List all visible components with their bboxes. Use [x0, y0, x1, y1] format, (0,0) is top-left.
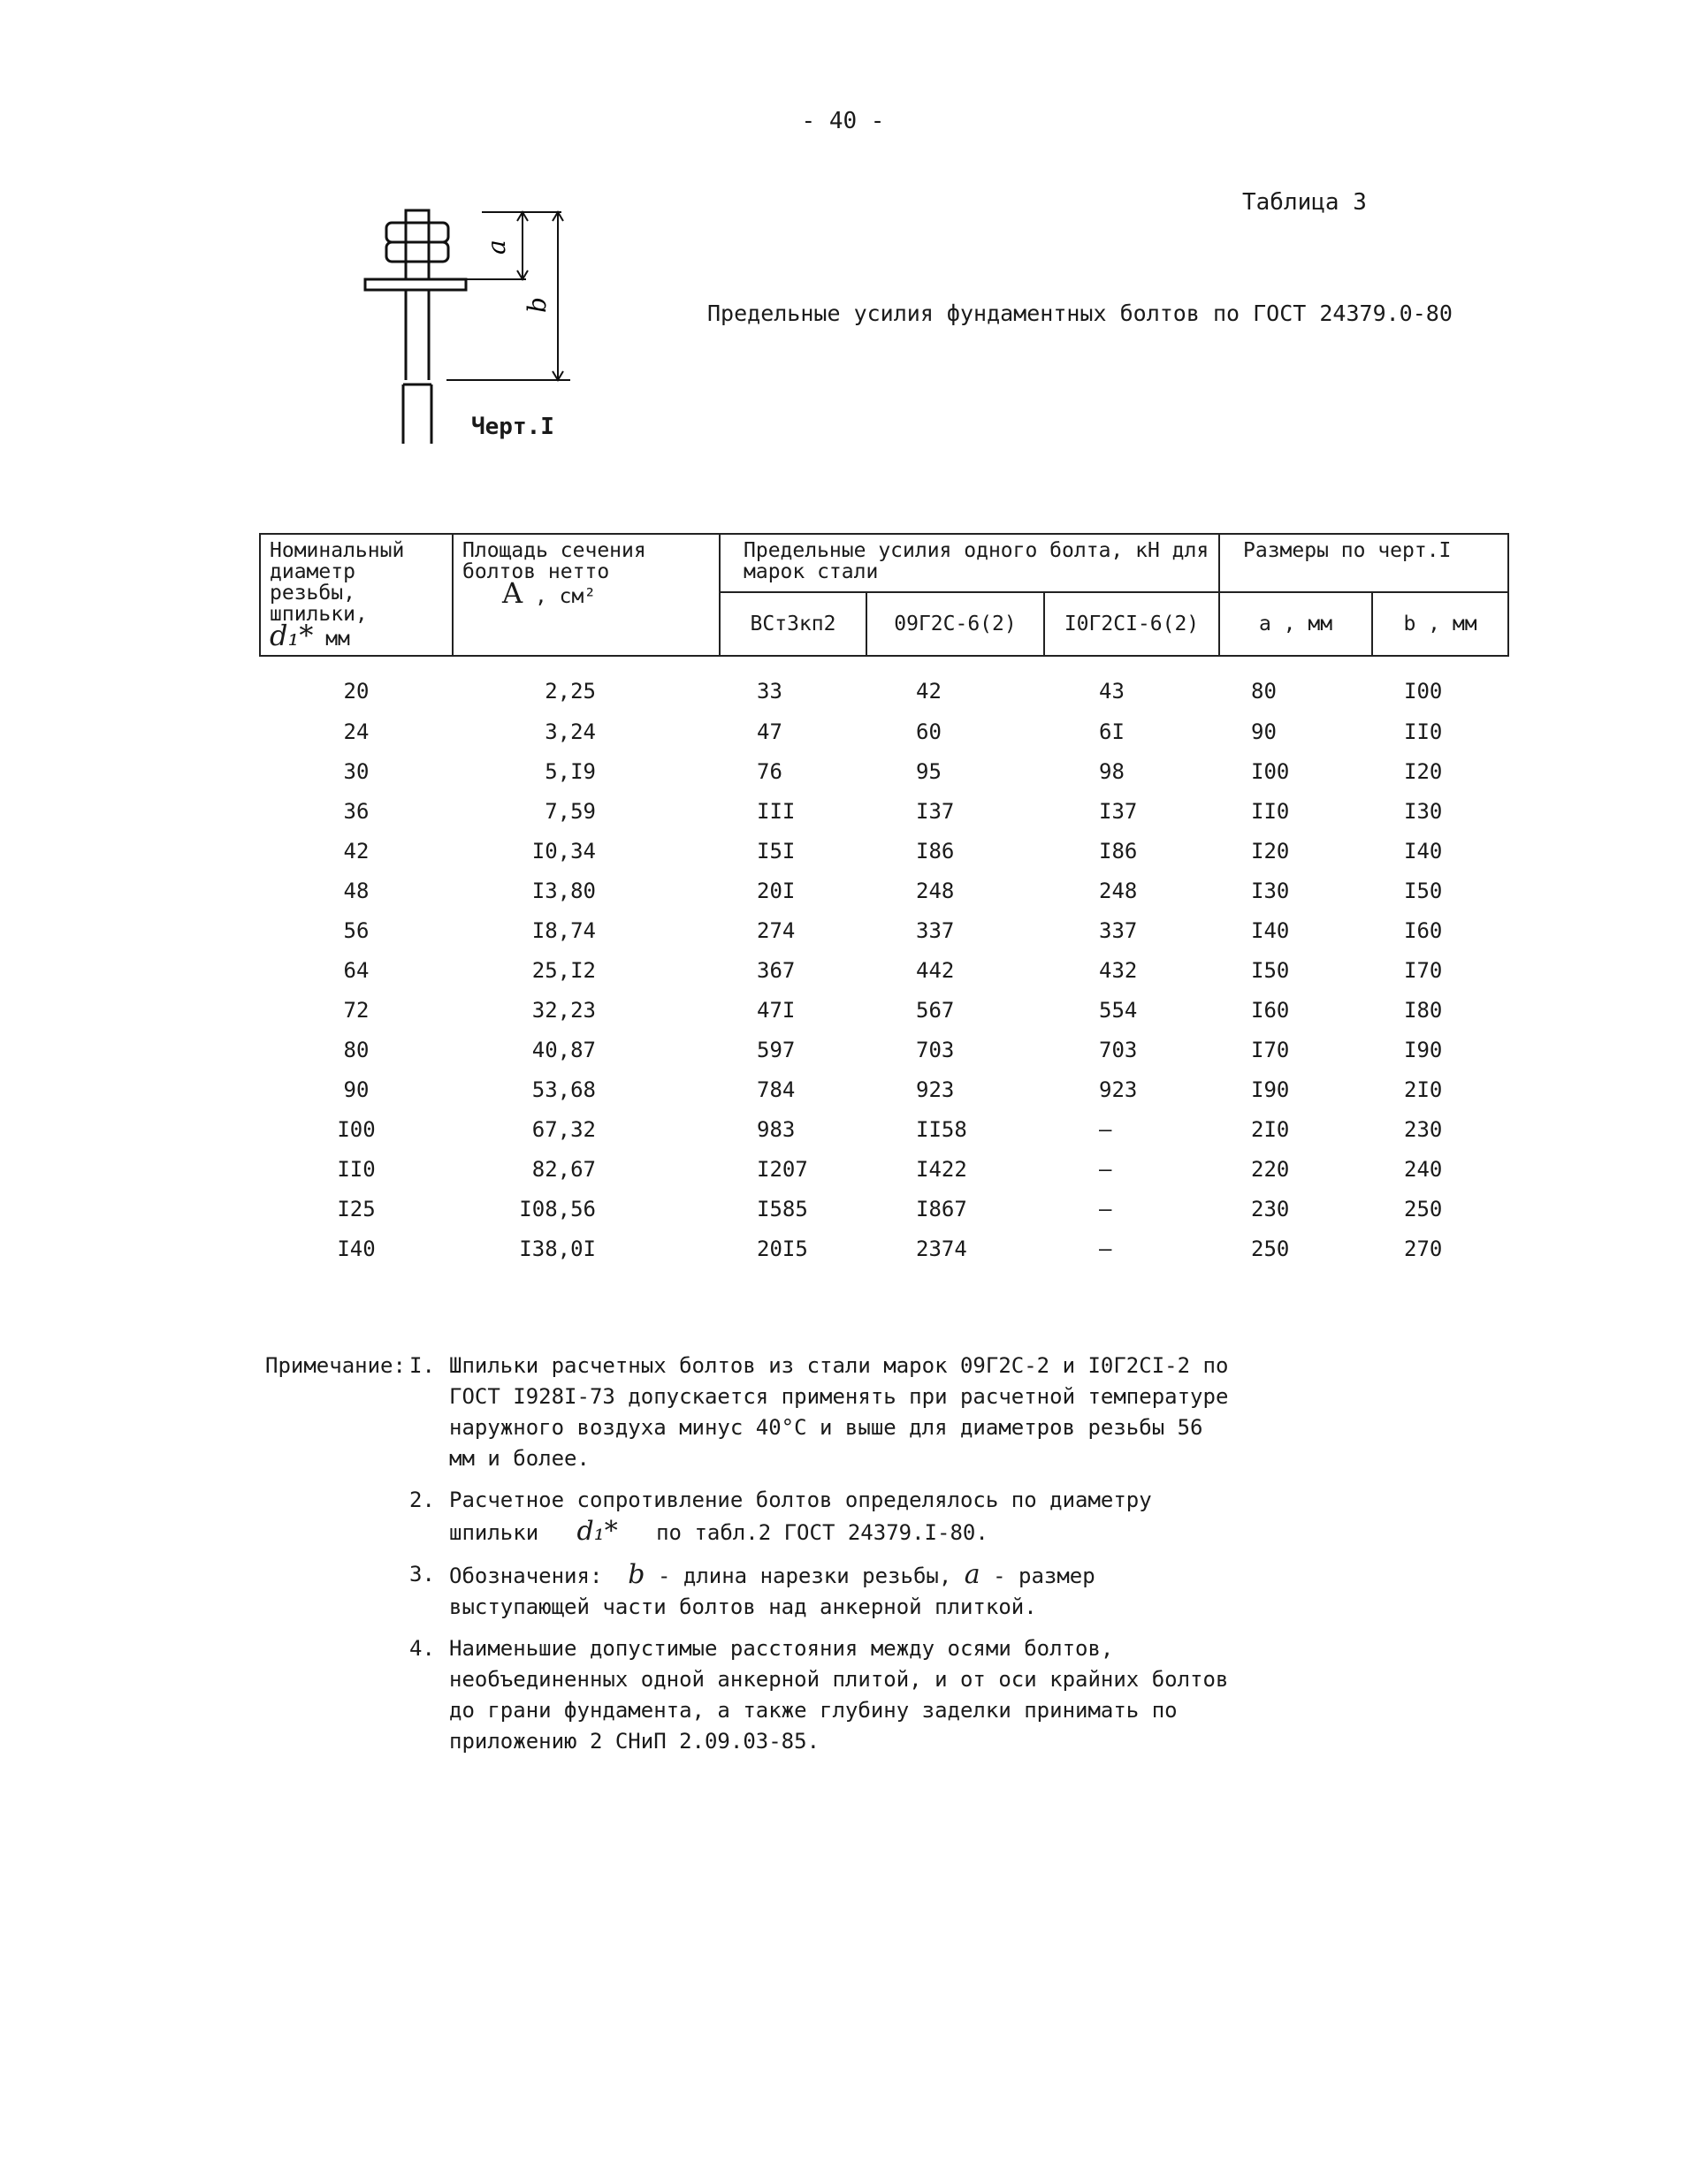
cell-diameter: I40 — [337, 1236, 376, 1261]
cell-diameter: I25 — [337, 1196, 376, 1221]
cell-a: I50 — [1251, 957, 1290, 983]
cell-steel2: I37 — [916, 798, 955, 824]
cell-area: 3,24 — [545, 719, 596, 744]
table-row — [260, 1109, 1508, 1149]
cell-steel1: 983 — [757, 1116, 796, 1142]
cell-diameter: 24 — [343, 719, 370, 744]
bolt-forces-table — [259, 533, 1509, 1268]
cell-area: 53,68 — [531, 1077, 596, 1102]
cell-a: 90 — [1251, 719, 1277, 744]
cell-steel3: 554 — [1099, 997, 1138, 1023]
cell-b: 250 — [1404, 1196, 1443, 1221]
cell-area: 40,87 — [531, 1037, 596, 1062]
cell-a: I90 — [1251, 1077, 1290, 1102]
cell-steel2: 42 — [916, 679, 942, 704]
cell-steel1: 367 — [757, 957, 796, 983]
note-number: 4. — [409, 1636, 435, 1661]
cell-area: I3,80 — [531, 878, 596, 903]
cell-diameter: 90 — [343, 1077, 370, 1102]
cell-steel3: I37 — [1099, 798, 1138, 824]
cell-a: I40 — [1251, 917, 1290, 943]
header-area-text: Площадь сечения болтов нетто — [462, 539, 646, 583]
cell-area: I0,34 — [531, 838, 596, 864]
note-number: I. — [409, 1353, 435, 1378]
cell-b: I20 — [1404, 758, 1443, 784]
table-row — [260, 1030, 1508, 1069]
cell-steel3: 6I — [1099, 719, 1125, 744]
note-symbol-a: a — [964, 1559, 980, 1590]
notes — [265, 1351, 1238, 1768]
table-label: Таблица 3 — [1242, 189, 1367, 216]
cell-steel3: 98 — [1099, 758, 1125, 784]
cell-area: 25,I2 — [531, 957, 596, 983]
cell-steel1: 33 — [757, 679, 782, 704]
cell-a: 230 — [1251, 1196, 1290, 1221]
note-symbol-d: d₁* — [576, 1516, 618, 1547]
note-text-after: - размер выступающей части болтов над анкерной плиткой. — [449, 1564, 1095, 1619]
cell-b: I30 — [1404, 798, 1443, 824]
table-row — [260, 751, 1508, 791]
note-text-mid: - длина нарезки резьбы, — [657, 1564, 952, 1588]
table-row — [260, 1229, 1508, 1268]
cell-diameter: 64 — [343, 957, 370, 983]
note-symbol-b: b — [628, 1559, 645, 1590]
note-4 — [265, 1633, 1238, 1757]
cell-b: I70 — [1404, 957, 1443, 983]
cell-steel2: 2374 — [916, 1236, 967, 1261]
header-forces: Предельные усилия одного болта, кН для марок стали — [720, 534, 1219, 592]
cell-diameter: 56 — [343, 917, 370, 943]
cell-diameter: 20 — [343, 679, 370, 704]
cell-steel3: 337 — [1099, 917, 1138, 943]
cell-steel2: 923 — [916, 1077, 955, 1102]
note-3 — [265, 1559, 1238, 1623]
cell-diameter: 48 — [343, 878, 370, 903]
cell-diameter: I00 — [337, 1116, 376, 1142]
cell-area: 7,59 — [545, 798, 596, 824]
note-text-before: Расчетное сопротивление болтов определялось по диаметру шпильки — [449, 1488, 1152, 1545]
cell-a: 80 — [1251, 679, 1277, 704]
cell-steel2: 337 — [916, 917, 955, 943]
table-row — [260, 1189, 1508, 1229]
notes-heading: Примечание: — [265, 1353, 406, 1378]
note-text: Шпильки расчетных болтов из стали марок 09Г2С-2 и I0Г2СI-2 по ГОСТ I928I-73 допускается применять при расчетной температуре наружного воздуха минус 40°С и выше для диаметров резьбы 56 мм и более. — [449, 1353, 1229, 1471]
note-2 — [265, 1485, 1238, 1549]
cell-area: 2,25 — [545, 679, 596, 704]
cell-a: I60 — [1251, 997, 1290, 1023]
table-row — [260, 871, 1508, 910]
cell-steel1: 47I — [757, 997, 796, 1023]
cell-a: I20 — [1251, 838, 1290, 864]
cell-steel3: 923 — [1099, 1077, 1138, 1102]
table-title: Предельные усилия фундаментных болтов по ГОСТ 24379.0-80 — [707, 301, 1453, 326]
cell-area: I08,56 — [519, 1196, 596, 1221]
table-body — [260, 656, 1508, 1268]
cell-area: 82,67 — [531, 1156, 596, 1182]
cell-area: 32,23 — [531, 997, 596, 1023]
cell-steel1: 597 — [757, 1037, 796, 1062]
cell-steel2: 703 — [916, 1037, 955, 1062]
cell-b: I60 — [1404, 917, 1443, 943]
header-diameter-unit: мм — [325, 628, 350, 651]
cell-a: I30 — [1251, 878, 1290, 903]
note-number: 2. — [409, 1488, 435, 1512]
cell-steel1: 20I — [757, 878, 796, 903]
cell-b: I50 — [1404, 878, 1443, 903]
table-row — [260, 1069, 1508, 1109]
cell-area: I8,74 — [531, 917, 596, 943]
cell-b: 230 — [1404, 1116, 1443, 1142]
cell-steel2: I422 — [916, 1156, 967, 1182]
dim-b-label: b — [523, 297, 552, 313]
cell-diameter: 72 — [343, 997, 370, 1023]
page-number: - 40 - — [801, 108, 885, 134]
cell-steel1: I5I — [757, 838, 796, 864]
header-diameter-symbol: d₁* — [270, 619, 314, 652]
table-row — [260, 712, 1508, 751]
header-b: b , мм — [1372, 592, 1508, 656]
cell-a: 250 — [1251, 1236, 1290, 1261]
cell-steel2: II58 — [916, 1116, 967, 1142]
header-a: a , мм — [1219, 592, 1372, 656]
cell-steel2: 567 — [916, 997, 955, 1023]
cell-b: I90 — [1404, 1037, 1443, 1062]
cell-a: 2I0 — [1251, 1116, 1290, 1142]
note-text: Наименьшие допустимые расстояния между осями болтов, необъединенных одной анкерной плитой, и от оси крайних болтов до грани фундамента, а также глубину заделки принимать по приложению 2 СНиП 2.09.03-85. — [449, 1636, 1229, 1754]
note-text-after: по табл.2 ГОСТ 24379.I-80. — [656, 1520, 988, 1545]
cell-steel1: 76 — [757, 758, 782, 784]
cell-steel3: – — [1099, 1116, 1112, 1142]
cell-area: 67,32 — [531, 1116, 596, 1142]
cell-steel3: 703 — [1099, 1037, 1138, 1062]
table-row — [260, 910, 1508, 950]
cell-steel2: 442 — [916, 957, 955, 983]
cell-a: II0 — [1251, 798, 1290, 824]
cell-b: I00 — [1404, 679, 1443, 704]
cell-steel3: – — [1099, 1236, 1112, 1261]
header-sizes: Размеры по черт.I — [1219, 534, 1508, 592]
header-steel3: I0Г2СI-6(2) — [1044, 592, 1219, 656]
cell-steel3: – — [1099, 1156, 1112, 1182]
cell-diameter: 36 — [343, 798, 370, 824]
header-diameter-text: Номинальный диаметр резьбы, шпильки, — [270, 539, 405, 626]
table-row — [260, 1149, 1508, 1189]
cell-steel3: 43 — [1099, 679, 1125, 704]
cell-a: I70 — [1251, 1037, 1290, 1062]
cell-diameter: 80 — [343, 1037, 370, 1062]
cell-steel2: 60 — [916, 719, 942, 744]
table-row — [260, 656, 1508, 712]
cell-steel2: I86 — [916, 838, 955, 864]
cell-diameter: II0 — [337, 1156, 376, 1182]
cell-area: I38,0I — [519, 1236, 596, 1261]
cell-a: I00 — [1251, 758, 1290, 784]
header-diameter — [260, 534, 453, 656]
cell-area: 5,I9 — [545, 758, 596, 784]
cell-steel1: I207 — [757, 1156, 808, 1182]
cell-b: 2I0 — [1404, 1077, 1443, 1102]
cell-diameter: 30 — [343, 758, 370, 784]
cell-steel1: 784 — [757, 1077, 796, 1102]
table-row — [260, 950, 1508, 990]
cell-steel2: I867 — [916, 1196, 967, 1221]
cell-b: 240 — [1404, 1156, 1443, 1182]
cell-steel1: III — [757, 798, 796, 824]
header-steel2: 09Г2С-6(2) — [866, 592, 1044, 656]
cell-a: 220 — [1251, 1156, 1290, 1182]
cell-steel2: 95 — [916, 758, 942, 784]
cell-b: I80 — [1404, 997, 1443, 1023]
cell-steel1: 47 — [757, 719, 782, 744]
cell-b: I40 — [1404, 838, 1443, 864]
cell-steel3: I86 — [1099, 838, 1138, 864]
header-area — [453, 534, 720, 656]
table-row — [260, 990, 1508, 1030]
note-text-before: Обозначения: — [449, 1564, 603, 1588]
table-row — [260, 831, 1508, 871]
cell-b: II0 — [1404, 719, 1443, 744]
cell-steel2: 248 — [916, 878, 955, 903]
cell-diameter: 42 — [343, 838, 370, 864]
header-steel1: ВСт3кп2 — [720, 592, 866, 656]
cell-steel1: 20I5 — [757, 1236, 808, 1261]
dim-a-label: a — [482, 240, 511, 255]
note-number: 3. — [409, 1562, 435, 1587]
cell-steel1: I585 — [757, 1196, 808, 1221]
figure-caption: Черт.I — [471, 414, 554, 440]
cell-steel3: 248 — [1099, 878, 1138, 903]
cell-b: 270 — [1404, 1236, 1443, 1261]
cell-steel3: 432 — [1099, 957, 1138, 983]
header-area-unit: , см² — [534, 585, 597, 608]
table-row — [260, 791, 1508, 831]
header-area-symbol: A — [502, 576, 523, 610]
cell-steel1: 274 — [757, 917, 796, 943]
note-1 — [265, 1351, 1238, 1474]
cell-steel3: – — [1099, 1196, 1112, 1221]
